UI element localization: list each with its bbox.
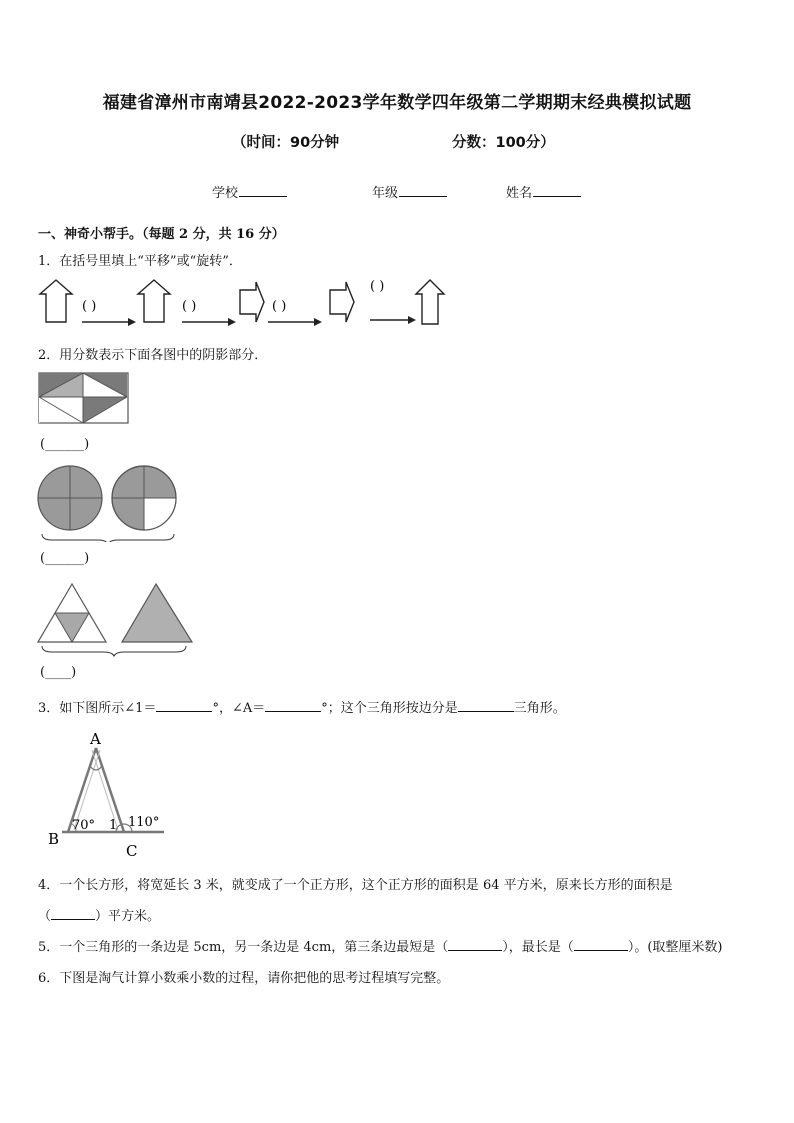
school-field[interactable] [212, 182, 287, 201]
name-field[interactable] [506, 182, 581, 201]
question-1-paren: ( ) [182, 299, 197, 314]
angle1-blank[interactable] [156, 699, 212, 712]
vertex-a-label: A [90, 730, 101, 748]
answer-blank-1[interactable]: (______) [40, 437, 90, 452]
arrow-head [128, 318, 136, 326]
question-5-text [38, 936, 722, 955]
question-1-figure [36, 278, 456, 330]
arrow-head [314, 318, 322, 326]
angleA-blank[interactable] [265, 699, 321, 712]
up-arrow-shape [138, 280, 170, 322]
up-arrow-shape [40, 280, 72, 322]
school-label: 学校 [212, 186, 239, 201]
question-1-paren: ( ) [272, 299, 287, 314]
answer-blank-2[interactable]: (______) [40, 551, 90, 566]
right-arrow-shape [240, 282, 264, 322]
angle-b-label: 70° [72, 818, 96, 833]
vertex-b-label: B [48, 830, 60, 848]
arrow-head [408, 316, 416, 324]
triangles-figure [36, 580, 196, 658]
grade-label: 年级 [372, 186, 399, 201]
question-4-line1: 4．一个长方形，将宽延长 3 米，就变成了一个正方形，这个正方形的面积是 64 平方米，原来长方形的面积是 [38, 878, 673, 893]
exam-score: 分数：100分） [452, 135, 555, 151]
grade-line [399, 184, 447, 197]
angle-1-label: 1 [109, 818, 118, 833]
section-heading: 一、神奇小帮手。（每题 2 分，共 16 分） [38, 227, 285, 242]
grade-field[interactable] [372, 182, 447, 201]
name-line [533, 184, 581, 197]
exam-title: 福建省漳州市南靖县2022-2023学年数学四年级第二学期期末经典模拟试题 [102, 93, 692, 113]
rectangle-figure [38, 372, 130, 426]
question-3-part-c: °；这个三角形按边分是 [321, 701, 458, 716]
question-5-part-b: ），最长是（ [502, 940, 574, 955]
triangle-abc-figure [44, 726, 174, 860]
answer-blank-3[interactable]: (____) [40, 665, 77, 680]
name-label: 姓名 [506, 186, 533, 201]
min-side-blank[interactable] [448, 938, 502, 951]
area-blank[interactable] [51, 907, 95, 920]
question-3-part-b: °，∠A＝ [212, 701, 266, 716]
question-4-open: （ [38, 909, 52, 924]
right-arrow-shape [330, 282, 354, 322]
school-line [239, 184, 287, 197]
triangle-type-blank[interactable] [458, 699, 514, 712]
question-1-text: 1．在括号里填上“平移”或“旋转”． [38, 254, 242, 269]
question-2-text: 2．用分数表示下面各图中的阴影部分． [38, 348, 268, 363]
question-5-part-a: 5．一个三角形的一条边是 5cm，另一条边是 4cm，第三条边最短是（ [38, 940, 449, 955]
question-1-paren: ( ) [370, 279, 385, 294]
angle-ext-label: 110° [128, 815, 160, 830]
question-3-part-a: 3．如下图所示∠1＝ [38, 701, 157, 716]
vertex-c-label: C [126, 842, 138, 860]
arrow-head [228, 318, 236, 326]
circles-figure [36, 464, 178, 542]
up-arrow-shape [416, 280, 444, 324]
question-3-text [38, 697, 566, 716]
question-5-part-c: ）。(取整厘米数) [627, 940, 723, 955]
max-side-blank[interactable] [574, 938, 628, 951]
exam-time: （时间：90分钟 [232, 135, 340, 151]
question-4-close: ）平方米。 [95, 909, 161, 924]
question-4-line2 [38, 905, 160, 924]
question-1-paren: ( ) [82, 299, 97, 314]
question-3-part-d: 三角形。 [513, 701, 566, 716]
question-6-text: 6．下图是淘气计算小数乘小数的过程，请你把他的思考过程填写完整。 [38, 971, 450, 986]
